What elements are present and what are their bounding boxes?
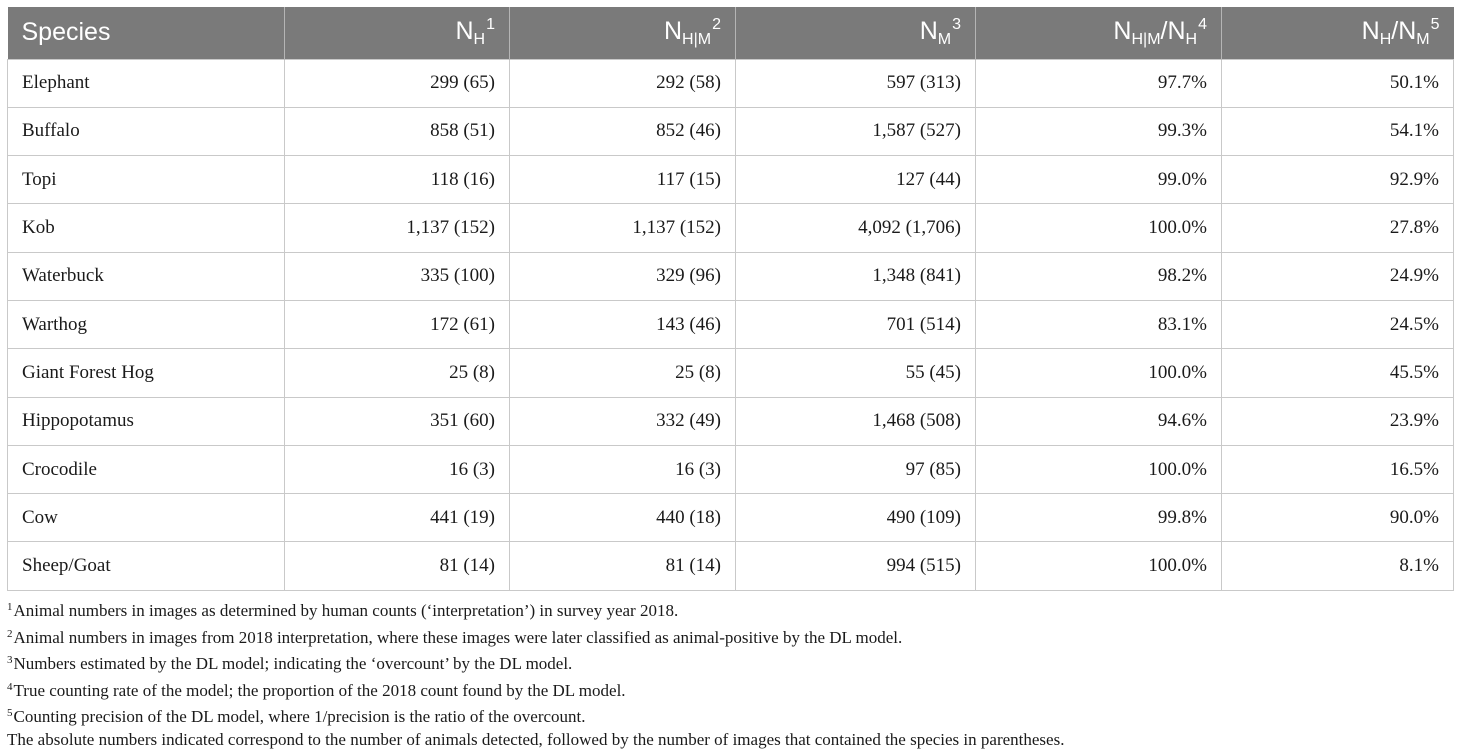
cell-nh-over-nm: 23.9% bbox=[1222, 397, 1454, 445]
cell-nhm-over-nh: 100.0% bbox=[976, 349, 1222, 397]
cell-nh: 351 (60) bbox=[285, 397, 510, 445]
header-footnote-mark: 5 bbox=[1430, 16, 1440, 34]
cell-nh-over-nm: 90.0% bbox=[1222, 494, 1454, 542]
cell-nhm: 25 (8) bbox=[510, 349, 736, 397]
header-footnote-mark: 2 bbox=[712, 16, 721, 34]
cell-nh-over-nm: 45.5% bbox=[1222, 349, 1454, 397]
cell-nh-over-nm: 27.8% bbox=[1222, 204, 1454, 252]
cell-nhm: 440 (18) bbox=[510, 494, 736, 542]
header-subscript: H|M bbox=[682, 31, 712, 49]
cell-nh-over-nm: 8.1% bbox=[1222, 542, 1454, 590]
cell-nm: 4,092 (1,706) bbox=[736, 204, 976, 252]
cell-species: Topi bbox=[8, 156, 285, 204]
footnote bbox=[7, 729, 1453, 752]
cell-nh: 118 (16) bbox=[285, 156, 510, 204]
cell-species: Sheep/Goat bbox=[8, 542, 285, 590]
header-base-text: N bbox=[1113, 17, 1132, 46]
cell-nh: 441 (19) bbox=[285, 494, 510, 542]
cell-nhm-over-nh: 100.0% bbox=[976, 445, 1222, 493]
header-subscript: H bbox=[473, 31, 486, 49]
header-base-text: N bbox=[1361, 17, 1380, 46]
cell-nhm-over-nh: 83.1% bbox=[976, 300, 1222, 348]
cell-nhm-over-nh: 100.0% bbox=[976, 542, 1222, 590]
header-nh bbox=[285, 7, 510, 59]
cell-nh: 299 (65) bbox=[285, 59, 510, 107]
cell-species: Buffalo bbox=[8, 107, 285, 155]
footnote-text: Animal numbers in images as determined by human counts (‘interpretation’) in survey year 2018. bbox=[13, 601, 679, 620]
cell-nh: 335 (100) bbox=[285, 252, 510, 300]
cell-species: Kob bbox=[8, 204, 285, 252]
table-row bbox=[8, 542, 1454, 590]
footnote-mark: 2 bbox=[7, 627, 13, 640]
header-species bbox=[8, 7, 285, 59]
header-nhm-over-nh bbox=[976, 7, 1222, 59]
header-base-text: N bbox=[455, 17, 474, 46]
cell-species: Crocodile bbox=[8, 445, 285, 493]
cell-species: Warthog bbox=[8, 300, 285, 348]
footnote-text: Numbers estimated by the DL model; indicating the ‘overcount’ by the DL model. bbox=[13, 654, 573, 673]
table-header-row bbox=[8, 7, 1454, 59]
cell-nm: 490 (109) bbox=[736, 494, 976, 542]
footnote-text: Counting precision of the DL model, where 1/precision is the ratio of the overcount. bbox=[13, 707, 586, 726]
cell-nhm-over-nh: 99.8% bbox=[976, 494, 1222, 542]
cell-nh-over-nm: 50.1% bbox=[1222, 59, 1454, 107]
footnote-mark: 1 bbox=[7, 601, 13, 613]
cell-nh-over-nm: 92.9% bbox=[1222, 156, 1454, 204]
table-row bbox=[8, 59, 1454, 107]
cell-nm: 97 (85) bbox=[736, 445, 976, 493]
cell-nh: 16 (3) bbox=[285, 445, 510, 493]
cell-species: Elephant bbox=[8, 59, 285, 107]
footnote bbox=[7, 623, 1453, 650]
table-row bbox=[8, 445, 1454, 493]
table-footnotes bbox=[7, 596, 1453, 751]
cell-nhm-over-nh: 100.0% bbox=[976, 204, 1222, 252]
header-footnote-mark: 4 bbox=[1198, 16, 1207, 34]
header-mid-text: /N bbox=[1160, 17, 1186, 46]
cell-nm: 597 (313) bbox=[736, 59, 976, 107]
header-footnote-mark: 3 bbox=[952, 16, 961, 34]
table-row bbox=[8, 156, 1454, 204]
table-header bbox=[8, 7, 1454, 59]
cell-nhm: 81 (14) bbox=[510, 542, 736, 590]
cell-nh: 858 (51) bbox=[285, 107, 510, 155]
cell-nhm: 852 (46) bbox=[510, 107, 736, 155]
cell-nh: 172 (61) bbox=[285, 300, 510, 348]
cell-nm: 127 (44) bbox=[736, 156, 976, 204]
header-subscript-2: M bbox=[1416, 31, 1430, 49]
cell-nh-over-nm: 24.5% bbox=[1222, 300, 1454, 348]
table-row bbox=[8, 494, 1454, 542]
header-subscript: H|M bbox=[1131, 31, 1161, 49]
table-row bbox=[8, 204, 1454, 252]
cell-nhm: 143 (46) bbox=[510, 300, 736, 348]
cell-species: Hippopotamus bbox=[8, 397, 285, 445]
header-base-text: N bbox=[663, 17, 683, 46]
cell-nhm-over-nh: 99.3% bbox=[976, 107, 1222, 155]
footnote-mark: 4 bbox=[7, 680, 13, 693]
header-nm bbox=[736, 7, 976, 59]
species-count-table bbox=[7, 7, 1454, 591]
cell-species: Cow bbox=[8, 494, 285, 542]
cell-nhm: 292 (58) bbox=[510, 59, 736, 107]
header-base-text: N bbox=[919, 17, 938, 46]
header-subscript-2: H bbox=[1185, 31, 1198, 49]
cell-nm: 994 (515) bbox=[736, 542, 976, 590]
cell-nm: 1,587 (527) bbox=[736, 107, 976, 155]
footnote-text: Animal numbers in images from 2018 interpretation, where these images were later classified as animal-positive by the DL model. bbox=[13, 627, 903, 647]
cell-nh-over-nm: 24.9% bbox=[1222, 252, 1454, 300]
header-nh-over-nm bbox=[1222, 7, 1454, 59]
species-count-table-container bbox=[7, 7, 1453, 591]
cell-nm: 1,468 (508) bbox=[736, 397, 976, 445]
cell-nh: 1,137 (152) bbox=[285, 204, 510, 252]
cell-nh: 81 (14) bbox=[285, 542, 510, 590]
cell-nm: 701 (514) bbox=[736, 300, 976, 348]
header-mid-text: /N bbox=[1391, 17, 1417, 46]
cell-species: Giant Forest Hog bbox=[8, 349, 285, 397]
cell-nh: 25 (8) bbox=[285, 349, 510, 397]
cell-nhm: 1,137 (152) bbox=[510, 204, 736, 252]
cell-nhm-over-nh: 98.2% bbox=[976, 252, 1222, 300]
footnote bbox=[7, 676, 1453, 703]
header-subscript: H bbox=[1379, 31, 1392, 49]
table-row bbox=[8, 397, 1454, 445]
table-row bbox=[8, 252, 1454, 300]
footnote bbox=[7, 702, 1453, 729]
cell-nm: 55 (45) bbox=[736, 349, 976, 397]
cell-nhm: 117 (15) bbox=[510, 156, 736, 204]
cell-nhm-over-nh: 97.7% bbox=[976, 59, 1222, 107]
footnote-mark: 5 bbox=[7, 707, 13, 719]
cell-nh-over-nm: 16.5% bbox=[1222, 445, 1454, 493]
footnote bbox=[7, 596, 1453, 623]
cell-nhm-over-nh: 94.6% bbox=[976, 397, 1222, 445]
cell-nh-over-nm: 54.1% bbox=[1222, 107, 1454, 155]
header-subscript: M bbox=[937, 31, 952, 49]
header-nhm bbox=[510, 7, 736, 59]
footnote bbox=[7, 649, 1453, 676]
footnote-mark: 3 bbox=[7, 654, 13, 666]
cell-nhm: 16 (3) bbox=[510, 445, 736, 493]
table-row bbox=[8, 300, 1454, 348]
footnote-text: True counting rate of the model; the proportion of the 2018 count found by the DL model. bbox=[13, 680, 626, 700]
header-base-text: Species bbox=[21, 18, 111, 47]
table-row bbox=[8, 107, 1454, 155]
footnote-text: The absolute numbers indicated correspond to the number of animals detected, followed by the number of images that contained the species in parentheses. bbox=[7, 729, 1065, 749]
header-footnote-mark: 1 bbox=[486, 16, 495, 34]
cell-nhm: 329 (96) bbox=[510, 252, 736, 300]
cell-nhm: 332 (49) bbox=[510, 397, 736, 445]
cell-nhm-over-nh: 99.0% bbox=[976, 156, 1222, 204]
table-row bbox=[8, 349, 1454, 397]
cell-nm: 1,348 (841) bbox=[736, 252, 976, 300]
cell-species: Waterbuck bbox=[8, 252, 285, 300]
table-body bbox=[8, 59, 1454, 590]
